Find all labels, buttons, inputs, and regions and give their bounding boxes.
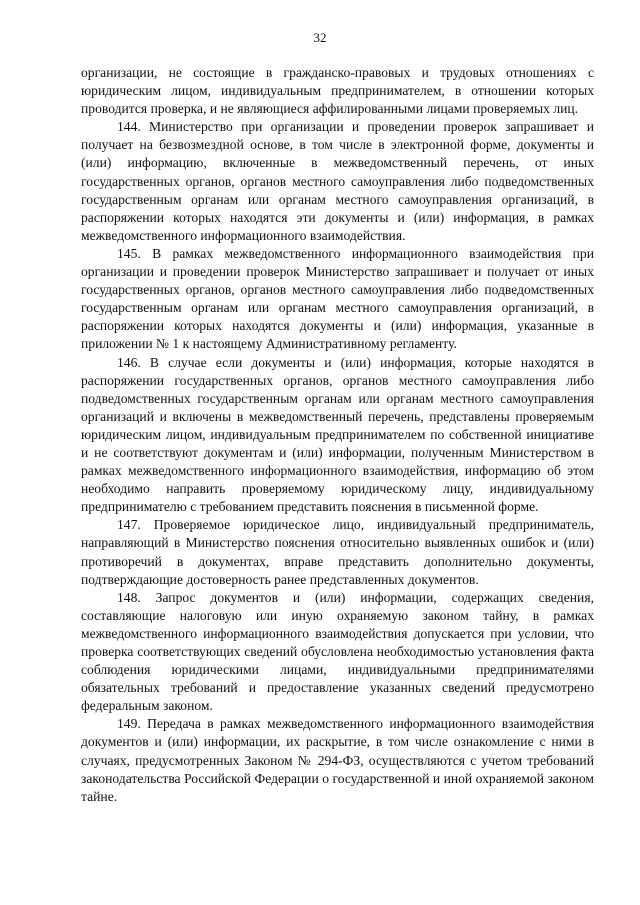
paragraph-148: 148. Запрос документов и (или) информации, содержащих сведения, составляющие налоговую или иную охраняемую законом тайну, в рамках межведомственного информационного взаимодействия допускается при условии, что проверка соответствующих сведений обусловлена необходимостью установления факта соблюдения юридическими лицами, индивидуальными предпринимателями обязательных требований и предоставление указанных сведений предусмотрено федеральным законом.: [81, 589, 594, 714]
paragraph-147: 147. Проверяемое юридическое лицо, индивидуальный предприниматель, направляющий в Министерство пояснения относительно выявленных ошибок и (или) противоречий в документах, вправе представить дополнительно документы, подтверждающие достоверность ранее представленных документов.: [81, 517, 594, 587]
page-number: 32: [313, 30, 327, 45]
paragraph-145: 145. В рамках межведомственного информационного взаимодействия при организации и проведении проверок Министерство запрашивает и получает от иных государственных органов, органов местного самоуправления либо подведомственных государственным органам или органам местного самоуправления организаций, в распоряжении которых находятся документы и (или) информация, указанные в приложении № 1 к настоящему Административному регламенту.: [81, 245, 594, 352]
paragraph-146: 146. В случае если документы и (или) информация, которые находятся в распоряжении государственных органов, органов местного самоуправления либо подведомственных государственным органам или органам местного самоуправления организаций и включены в межведомственный перечень, представлены проверяемым юридическим лицом, индивидуальным предпринимателем по собственной инициативе и не соответствуют документам и (или) информации, полученным Министерством в рамках межведомственного информационного взаимодействия, информацию об этом необходимо направить проверяемому юридическому лицу, индивидуальному предпринимателю с требованием представить пояснения в письменной форме.: [81, 354, 594, 515]
paragraph-continuation: организации, не состоящие в гражданско-правовых и трудовых отношениях с юридическим лицом, индивидуальным предпринимателем, в отношении которых проводится проверка, и не являющиеся аффилированными лицами проверяемых лиц.: [81, 65, 594, 117]
paragraph-144: 144. Министерство при организации и проведении проверок запрашивает и получает на безвозмездной основе, в том числе в электронной форме, документы и (или) информацию, включенные в межведомственный перечень, от иных государственных органов, органов местного самоуправления либо подведомственных государственным органам или органам местного самоуправления организаций, в распоряжении которых находятся эти документы и (или) информация, в рамках межведомственного информационного взаимодействия.: [81, 119, 594, 243]
document-body: [81, 64, 594, 806]
paragraph-149: 149. Передача в рамках межведомственного информационного взаимодействия документов и (или) информации, их раскрытие, в том числе ознакомление с ними в случаях, предусмотренных Законом № 294-ФЗ, осуществляются с учетом требований законодательства Российской Федерации о государственной и иной охраняемой законом тайне.: [81, 716, 594, 804]
